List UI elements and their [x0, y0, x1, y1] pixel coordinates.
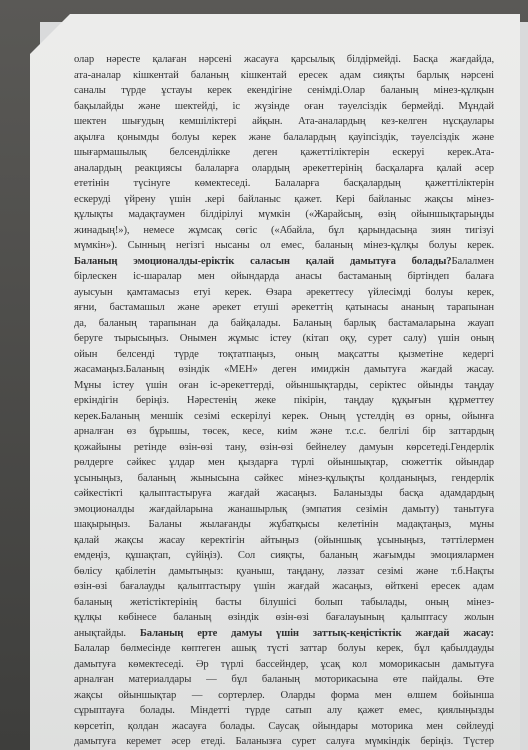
- body-text: көрсетіп, қолдан жасауға болады. Саусақ ойындары моторика мен сөйлеуді: [74, 720, 494, 732]
- text-line: [74, 130, 494, 146]
- text-line: [74, 378, 494, 394]
- body-text: ауысуын қамтамасыз етуі керек. Өзара әрекеттесу үйлесімді болуы керек,: [74, 286, 494, 298]
- text-line: [74, 83, 494, 99]
- text-line: [74, 471, 494, 487]
- text-line: [74, 176, 494, 192]
- text-line: [74, 424, 494, 440]
- body-text: жасамаңыз.Баланың өзіндік «МЕН» деген имиджін дамытуға жағдай жасау.: [74, 364, 494, 375]
- body-text: яғни, бастамашыл және әрекет етуші әрекеттің қатынасы ананың тарапынан: [74, 302, 494, 313]
- body-text: олар нәресте қалаған нәрсені жасауға қарсылық білдірмейді. Басқа жағдайда,: [74, 54, 494, 65]
- text-line: [74, 347, 494, 363]
- text-line: [74, 192, 494, 208]
- body-text: ұсыныңыз, баланың жынысына сәйкес мінез-құлықты қолданыңыз, гендерлік: [74, 472, 494, 484]
- body-text: дамытуға көмектеседі. Әр түрлі бассейндер, ұсақ кол моморикасын дамытуға: [74, 658, 494, 670]
- text-line: [74, 734, 494, 750]
- bold-heading-text: Баланың эмоционалды-еріктік саласын қалай дамытуға болады?: [74, 255, 452, 267]
- text-line: [74, 316, 494, 332]
- body-text: Балалмен: [451, 255, 494, 267]
- body-text: дамытуға керемет әсер етеді. Баланызға сурет салуға мүмкіндік беріңіз. Түстер: [74, 736, 494, 747]
- text-line: [74, 548, 494, 564]
- body-text: Балалар бөлмесінде көптеген ашық түсті заттар болуы керек, бұл қабылдауды: [74, 643, 494, 654]
- text-line: [74, 641, 494, 657]
- text-line: [74, 68, 494, 84]
- body-text: шығармашылық белсенділікке деген қажеттіліктерін ескеруі керек.Ата-: [74, 147, 494, 158]
- body-text: емдеңіз, құшақтап, сүйіңіз). Сол сияқты, баланың жағымды эмоциялармен: [74, 550, 494, 561]
- text-line: [74, 161, 494, 177]
- text-line: [74, 703, 494, 719]
- text-line: [74, 486, 494, 502]
- body-text: бірлескен іс-шаралар мен ойындарда анасы бастаманың біртіндеп балаға: [74, 271, 494, 282]
- body-text: рөлдерге сәйкес ұлдар мен қыздарға түрлі ойыншықтар, сюжеттік ойындар: [74, 457, 494, 468]
- body-text: өзін-өзі бағалауды қалыптастыру үшін жағдай жасаңыз, өйткені ересек адам: [74, 581, 494, 592]
- text-line: [74, 393, 494, 409]
- body-text: бақылайды және шектейді, іс жүзінде оған тәуелсіздік бермейді. Мұндай: [74, 100, 494, 112]
- text-line: [74, 114, 494, 130]
- body-text: жақсы ойыншықтар — сортерлер. Оларды форма мен өлшем бойынша: [74, 689, 494, 701]
- body-text: баланың жетістіктерінің басты білушісі болып табылады, оның мінез-: [74, 596, 494, 608]
- text-line: [74, 610, 494, 626]
- text-line: [74, 719, 494, 735]
- body-text: Мұны істеу үшін оған іс-әрекеттерді, ойыншықтарды, серіктес ойынды таңдау: [74, 379, 494, 391]
- body-text: еркіндігін беріңіз. Нәрестенің жеке пікірін, таңдау құқығын құрметтеу: [74, 395, 494, 406]
- text-line: [74, 672, 494, 688]
- text-line: [74, 300, 494, 316]
- text-line: [74, 502, 494, 518]
- body-text: қалай жақсы жасау керектігін айтыңыз (ойыншық ұсыныңыз, тәттілермен: [74, 534, 494, 546]
- text-line: [74, 657, 494, 673]
- body-text: арналған материалдары — бұл баланың моторикасына өте пайдалы. Өте: [74, 674, 494, 685]
- text-line: [74, 455, 494, 471]
- text-line: [74, 595, 494, 611]
- text-line: [74, 579, 494, 595]
- body-text: эмоционалды жағдайларына жанашырлық (эмпатия сезімін дамыту) танытуға: [74, 503, 494, 515]
- text-line: [74, 285, 494, 301]
- text-line: [74, 269, 494, 285]
- text-line: [74, 626, 494, 642]
- text-line: [74, 145, 494, 161]
- body-text: сәйкестікті қалыптастыруға жағдай жасаңыз. Баланызды басқа адамдардың: [74, 488, 494, 499]
- text-line: [74, 440, 494, 456]
- body-text: ойын белсенді түрде тоқтатпаңыз, оның мақсатты қызметіне кедергі: [74, 348, 494, 360]
- body-text: да, баланың тарапынан да байқалады. Баланың барлық бастамаларына жауап: [74, 317, 494, 329]
- body-text: сұрыптауға болады. Міндетті түрде сатып алу қажет емес, қиялыңызды: [74, 705, 494, 716]
- body-text: керек.Баланың меншік сезімі ескерілуі керек. Оның үстелдің өз орны, ойынға: [74, 410, 494, 422]
- body-text: саналы түрде ұстауы керек екендігіне сенімді.Олар баланың мінез-құлқын: [74, 85, 494, 96]
- body-text: анықтайды.: [74, 627, 140, 639]
- text-line: [74, 362, 494, 378]
- text-line: [74, 254, 494, 270]
- text-line: [74, 207, 494, 223]
- text-line: [74, 223, 494, 239]
- body-text: қожайыны ретінде өзін-өзі тану, өзін-өзі бейнелеу дамуын көрсетеді.Гендерлік: [74, 441, 494, 453]
- body-text: аналардың реакциясы балаларға олардың әрекеттерінің басқаларға қалай әсер: [74, 162, 494, 174]
- body-text: ата-аналар кішкентай баланың кішкентай ересек адам сияқты барлық нәрсені: [74, 69, 494, 81]
- body-text: бөлісу қабілетін дамытыңыз: қуаныш, таңдану, ләззат сезімі және т.б.Нақты: [74, 565, 494, 577]
- body-text: арналған өз бұрышы, төсек, кесе, киім және т.с.с. белгілі бір заттардың: [74, 426, 494, 437]
- text-line: [74, 517, 494, 533]
- document-text: [74, 52, 494, 750]
- body-text: құлықты мадақтаумен білдірілуі мүмкін («Жарайсың, өзің ойыншықтарыңды: [74, 209, 494, 220]
- bold-heading-text: Баланың ерте дамуы үшін заттық-кеңістіктік жағдай жасау:: [139, 627, 494, 639]
- text-line: [74, 52, 494, 68]
- body-text: жинадың!»), немесе жұмсақ сөгіс («Абайла, бұл қарындасыңа зиян тигізуі: [74, 224, 494, 236]
- text-line: [74, 331, 494, 347]
- body-text: құлқы көбінесе баланың өзіндік өзін-өзі бағалауының қалыптасу жолын: [74, 612, 494, 623]
- text-line: [74, 238, 494, 254]
- text-line: [74, 533, 494, 549]
- text-line: [74, 99, 494, 115]
- body-text: ескеруді үйрену үшін .кері байланыс қажет. Кері байланыс жақсы мінез-: [74, 193, 494, 205]
- body-text: ететінін түсінуге көмектеседі. Балаларға басқалардың қажеттіліктерін: [74, 178, 494, 189]
- text-line: [74, 688, 494, 704]
- body-text: мүмкін»). Сынның негізгі нысаны ол емес, баланың мінез-құлқы болуы керек.: [74, 240, 494, 251]
- body-text: беруге тырысыңыз. Онымен жұмыс істеу (кітап оқу, сурет салу) үшін оның: [74, 333, 494, 344]
- body-text: шектен шығудың кемшіліктері айқын. Ата-аналардың кез-келген нұсқаулары: [74, 116, 494, 127]
- body-text: шақырыңыз. Баланы жылағанды жұбатқысы келетінін мадақтаңыз, мұны: [74, 519, 494, 530]
- body-text: ақылға қонымды болуы керек және балалардың қауіпсіздік, тәуелсіздік және: [74, 131, 494, 143]
- text-line: [74, 564, 494, 580]
- text-line: [74, 409, 494, 425]
